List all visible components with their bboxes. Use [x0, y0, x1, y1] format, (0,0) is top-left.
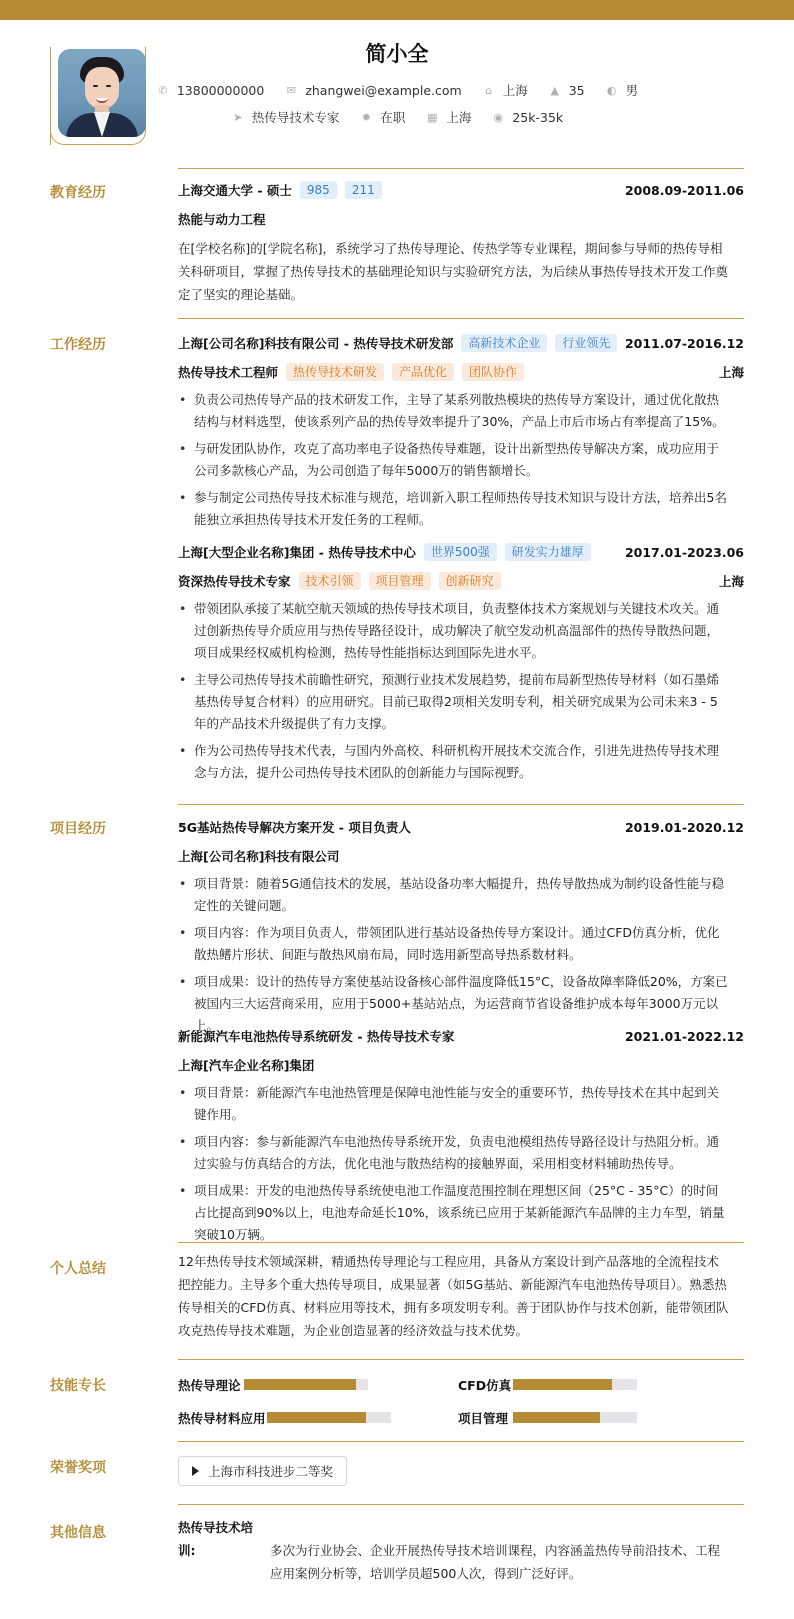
section-divider	[178, 318, 744, 319]
school-tag: 211	[345, 181, 382, 199]
education-date: 2008.09-2011.06	[624, 182, 744, 198]
position-name: 热传导技术工程师	[178, 365, 279, 380]
company-name: 上海[公司名称]科技有限公司 - 热传导技术研发部	[178, 336, 454, 351]
job-bullets	[178, 598, 730, 789]
skill-bar	[513, 1379, 637, 1390]
project-company: 上海[公司名称]科技有限公司	[178, 849, 340, 864]
contact-row	[0, 81, 794, 99]
play-icon	[192, 1466, 199, 1476]
section-divider	[178, 1441, 744, 1442]
skill-bar-fill	[267, 1412, 366, 1423]
age-text: 35	[568, 82, 585, 98]
skill-bar	[267, 1412, 391, 1423]
skill-label: CFD仿真	[458, 1378, 512, 1393]
project-bullet: • 项目成果：设计的热传导方案使基站设备核心部件温度降低15°C，设备故障率降低20%，方案已被国内三大运营商采用，应用于5000+基站站点，为运营商节省设备维护成本每年3000万元以上。	[178, 971, 730, 1037]
phone-text: 13800000000	[176, 82, 265, 98]
project-bullets	[178, 873, 730, 1042]
building-icon: ▦	[427, 110, 438, 124]
skill-label: 热传导材料应用	[178, 1411, 266, 1426]
section-title: 工作经历	[50, 337, 106, 353]
company-tag: 高新技术企业	[461, 334, 547, 352]
project-bullet: • 项目成果：开发的电池热传导系统使电池工作温度范围控制在理想区间（25°C - 35°C）的时间占比提高到90%以上，电池寿命延长10%，该系统已应用于某新能源汽车品牌的主力车型，销量突破10万辆。	[178, 1180, 730, 1246]
section-title: 项目经历	[50, 821, 106, 837]
summary-text: 12年热传导技术领域深耕，精通热传导理论与工程应用，具备从方案设计到产品落地的全流程技术把控能力。主导多个重大热传导项目，成果显著（如5G基站、新能源汽车电池热传导项目）。熟悉热传导相关的CFD仿真、材料应用等技术，拥有多项发明专利。善于团队协作与技术创新，能带领团队攻克热传导技术难题，为企业创造显著的经济效益与技术优势。	[178, 1254, 729, 1338]
age-item	[548, 83, 585, 98]
city-text: 上海	[502, 83, 528, 98]
section-title: 其他信息	[50, 1525, 106, 1541]
project-bullet: • 项目内容：参与新能源汽车电池热传导系统开发，负责电池模组热传导路径设计与热阻分析。通过实验与仿真结合的方法，优化电池与散热结构的接触界面，采用相变材料辅助热传导。	[178, 1131, 730, 1175]
sparkle-icon: ✹	[361, 110, 371, 124]
project-company: 上海[汽车企业名称]集团	[178, 1058, 315, 1073]
project-date: 2019.01-2020.12	[624, 819, 744, 835]
company-tag: 世界500强	[424, 543, 497, 561]
project-name: 5G基站热传导解决方案开发 - 项目负责人	[178, 820, 411, 835]
section-divider	[178, 168, 744, 169]
education-description: 在[学校名称]的[学院名称]，系统学习了热传导理论、传热学等专业课程，期间参与导师的热传导相关科研项目，掌握了热传导技术的基础理论知识与实验研究方法，为后续从事热传导技术开发工作奠定了坚实的理论基础。	[178, 241, 729, 302]
other-info	[178, 1516, 730, 1585]
job-date: 2017.01-2023.06	[624, 544, 744, 560]
job-bullet: • 参与制定公司热传导技术标准与规范，培训新入职工程师热传导技术知识与设计方法，培养出5名能独立承担热传导技术开发任务的工程师。	[178, 487, 730, 531]
award-item[interactable]	[178, 1456, 347, 1486]
gender-icon: ◐	[606, 83, 617, 97]
other-text: 多次为行业协会、企业开展热传导技术培训课程，内容涵盖热传导前沿技术、工程应用案例分析等，培训学员超500人次，得到广泛好评。	[270, 1543, 721, 1581]
position-tag: 产品优化	[392, 363, 454, 381]
job-title-text: 热传导技术专家	[251, 110, 340, 125]
other-label: 热传导技术培训:	[178, 1520, 254, 1558]
skill-bar	[513, 1412, 637, 1423]
job-bullet: • 主导公司热传导技术前瞻性研究，预测行业技术发展趋势，提前布局新型热传导材料（如石墨烯基热传导复合材料）的应用研究。目前已取得2项相关发明专利，相关研究成果为公司未来3 - 5年的产品技术升级提供了有力支撑。	[178, 669, 730, 735]
job-bullet: • 负责公司热传导产品的技术研发工作，主导了某系列散热模块的热传导方案设计，通过优化散热结构与材料选型，使该系列产品的热传导效率提升了30%，产品上市后市场占有率提高了15%。	[178, 389, 730, 433]
position-name: 资深热传导技术专家	[178, 574, 291, 589]
cake-icon: ▲	[550, 83, 559, 97]
company-tag: 研发实力雄厚	[505, 543, 591, 561]
target-city-item	[425, 108, 471, 126]
job-title-item	[231, 108, 340, 126]
phone-icon: ✆	[158, 83, 168, 97]
company-name: 上海[大型企业名称]集团 - 热传导技术中心	[178, 545, 416, 560]
job-bullet: • 与研发团队协作，攻克了高功率电子设备热传导难题，设计出新型热传导解决方案，成功应用于公司多款核心产品，为公司创造了每年5000万的销售额增长。	[178, 438, 730, 482]
project-name: 新能源汽车电池热传导系统研发 - 热传导技术专家	[178, 1029, 455, 1044]
position-tag: 技术引领	[299, 572, 361, 590]
home-icon: ⌂	[485, 83, 493, 97]
target-city-text: 上海	[446, 110, 472, 125]
position-tag: 项目管理	[369, 572, 431, 590]
position-tag: 团队协作	[462, 363, 524, 381]
job-bullets	[178, 389, 730, 536]
job-location: 上海	[718, 365, 744, 380]
salary-text: 25k-35k	[512, 109, 564, 125]
skill-bar-fill	[244, 1379, 356, 1390]
section-title: 教育经历	[50, 185, 106, 201]
gender-text: 男	[625, 83, 639, 98]
school-tag: 985	[300, 181, 337, 199]
phone-item	[156, 83, 264, 98]
section-divider	[178, 804, 744, 805]
section-divider	[178, 1359, 744, 1360]
award-text: 上海市科技进步二等奖	[208, 1464, 334, 1479]
gender-item	[605, 81, 639, 99]
top-accent-bar	[0, 0, 794, 20]
position-tag: 创新研究	[439, 572, 501, 590]
project-bullet: • 项目内容：作为项目负责人，带领团队进行基站设备热传导方案设计。通过CFD仿真分析，优化散热鳍片形状、间距与散热风扇布局，同时选用新型高导热系数材料。	[178, 922, 730, 966]
skill-bar-fill	[513, 1379, 612, 1390]
status-text: 在职	[380, 110, 406, 125]
project-bullet: • 项目背景：随着5G通信技术的发展，基站设备功率大幅提升，热传导散热成为制约设备性能与稳定性的关键问题。	[178, 873, 730, 917]
skill-bar-fill	[513, 1412, 600, 1423]
school-name: 上海交通大学 - 硕士	[178, 183, 292, 198]
project-bullet: • 项目背景：新能源汽车电池热管理是保障电池性能与安全的重要环节，热传导技术在其中起到关键作用。	[178, 1082, 730, 1126]
skill-label: 热传导理论	[178, 1378, 241, 1393]
company-tag: 行业领先	[555, 334, 617, 352]
mail-icon: ✉	[286, 83, 296, 97]
skill-label: 项目管理	[458, 1411, 509, 1426]
plane-icon: ➤	[233, 110, 243, 124]
salary-item	[491, 110, 563, 125]
candidate-name: 简小全	[365, 42, 429, 66]
job-location: 上海	[718, 574, 744, 589]
section-title: 个人总结	[50, 1261, 106, 1277]
section-title: 技能专长	[50, 1378, 106, 1394]
email-item	[284, 83, 461, 98]
email-text: zhangwei@example.com	[305, 82, 462, 98]
section-divider	[178, 1504, 744, 1505]
section-divider	[178, 1242, 744, 1243]
project-date: 2021.01-2022.12	[624, 1028, 744, 1044]
job-bullet: • 带领团队承接了某航空航天领域的热传导技术项目，负责整体技术方案规划与关键技术攻关。通过创新热传导介质应用与热传导路径设计，成功解决了航空发动机高温部件的热传导散热问题，项目成果经权威机构检测，热传导性能指标达到国际先进水平。	[178, 598, 730, 664]
skill-bar	[244, 1379, 368, 1390]
city-item	[482, 81, 528, 99]
position-tag: 热传导技术研发	[286, 363, 384, 381]
job-intent-row	[0, 108, 794, 126]
job-date: 2011.07-2016.12	[624, 335, 744, 351]
section-title: 荣誉奖项	[50, 1460, 106, 1476]
job-bullet: • 作为公司热传导技术代表，与国内外高校、科研机构开展技术交流合作，引进先进热传导技术理念与方法，提升公司热传导技术团队的创新能力与国际视野。	[178, 740, 730, 784]
money-icon: ◉	[493, 110, 504, 124]
major-name: 热能与动力工程	[178, 212, 266, 227]
status-item	[359, 108, 405, 126]
project-bullets	[178, 1082, 730, 1251]
